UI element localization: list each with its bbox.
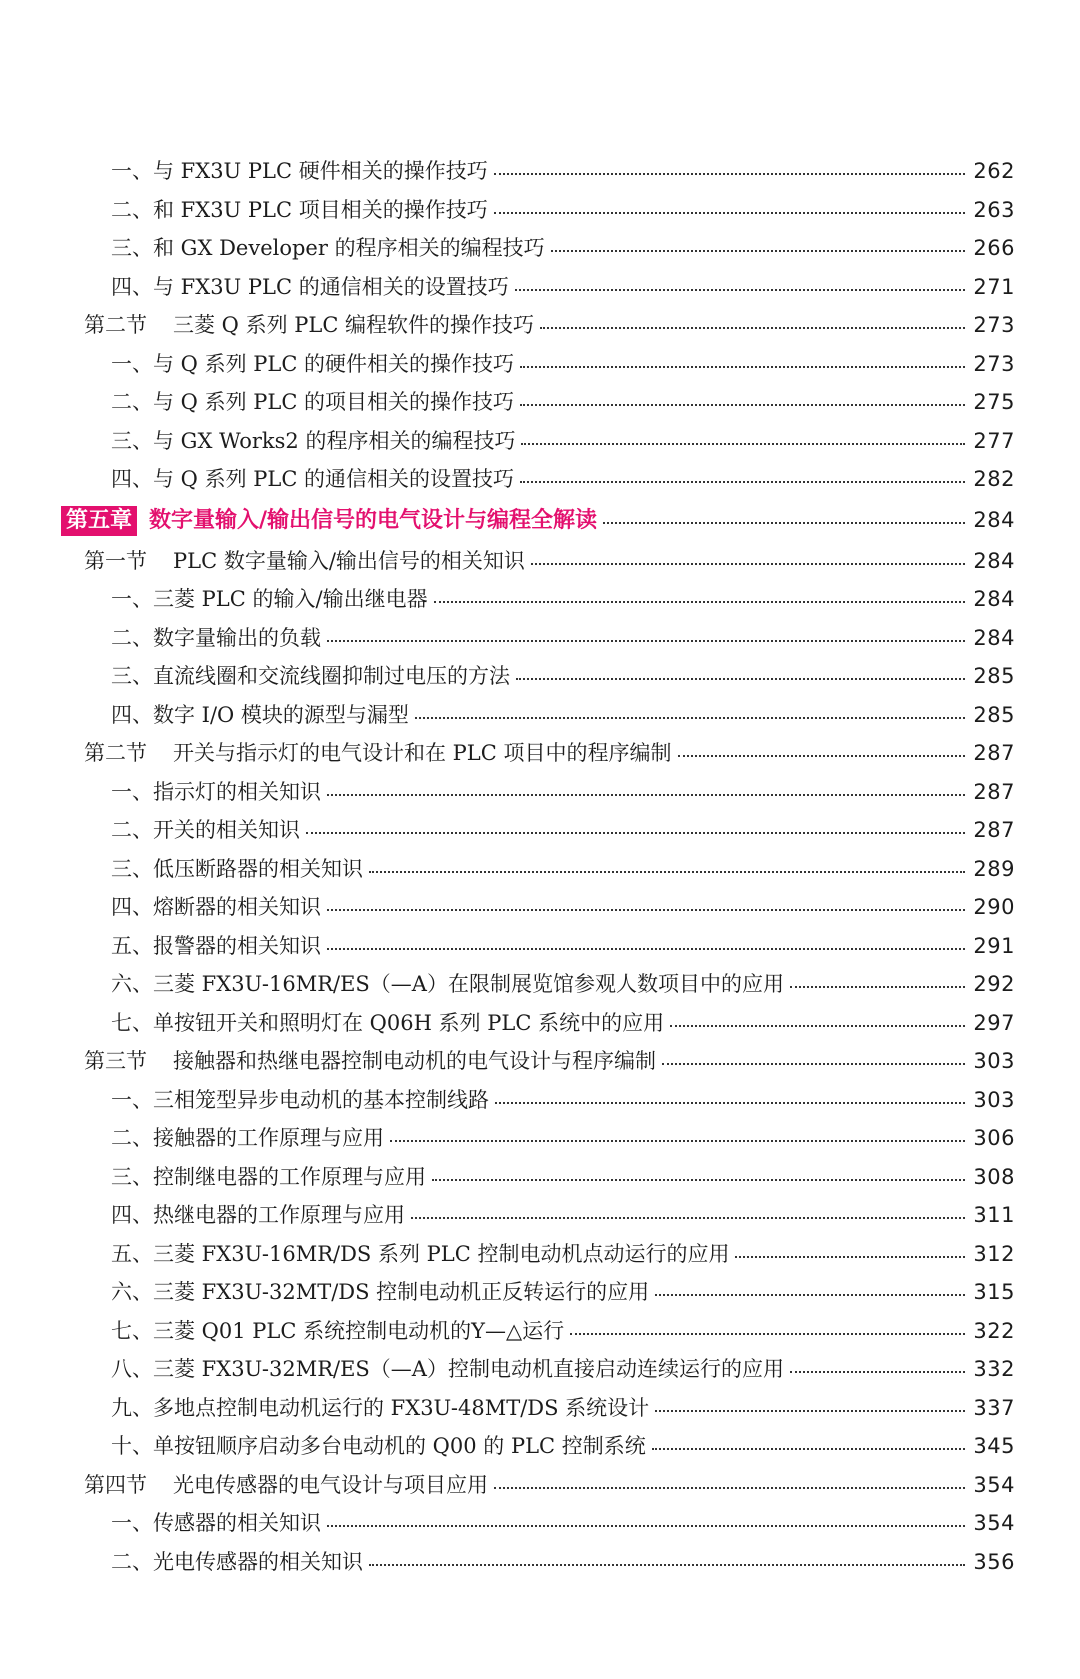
subsection-number: 二、	[111, 390, 153, 414]
toc-entry-row	[84, 1466, 1080, 1505]
toc-chapter-entry[interactable]	[0, 499, 1080, 542]
toc-entry-row	[111, 1119, 1080, 1158]
entry-title: 数字量输出的负载	[153, 625, 321, 650]
dot-leader	[531, 563, 965, 565]
page-number: 308	[973, 1164, 1015, 1189]
toc-entry-content	[111, 268, 1015, 307]
entry-title: 接触器的工作原理与应用	[153, 1126, 384, 1150]
page-number: 284	[973, 548, 1015, 573]
page-number: 287	[973, 741, 1015, 765]
entry-title: 多地点控制电动机运行的 FX3U-48MT/DS 系统设计	[153, 1395, 650, 1420]
dot-leader	[520, 481, 965, 483]
subsection-number: 一、	[111, 779, 153, 804]
entry-title: 单按钮开关和照明灯在 Q06H 系列 PLC 系统中的应用	[153, 1010, 665, 1035]
dot-leader	[735, 1256, 965, 1258]
dot-leader	[678, 755, 966, 757]
toc-entry-row	[111, 580, 1080, 619]
toc-entry-row	[84, 734, 1080, 773]
toc-subsection-entry[interactable]	[0, 1504, 1080, 1543]
toc-entry-content	[111, 152, 1015, 191]
dot-leader	[521, 443, 965, 445]
toc-entry-content	[111, 1504, 1015, 1543]
section-number: 第三节	[84, 1049, 147, 1073]
toc-entry-content	[111, 1158, 1015, 1197]
subsection-number: 二、	[111, 197, 153, 222]
subsection-number: 十、	[111, 1434, 153, 1458]
subsection-number: 四、	[111, 274, 153, 299]
subsection-number: 三、	[111, 664, 153, 688]
subsection-number: 四、	[111, 1203, 153, 1227]
entry-title: 三菱 FX3U-16MR/DS 系列 PLC 控制电动机点动运行的应用	[153, 1241, 730, 1266]
page-number: 289	[973, 856, 1015, 881]
dot-leader	[415, 717, 965, 719]
page-number: 354	[973, 1511, 1015, 1535]
toc-entry-content	[111, 888, 1015, 927]
page-number: 285	[973, 702, 1015, 727]
subsection-number: 六、	[111, 972, 153, 996]
toc-subsection-entry[interactable]	[0, 927, 1080, 966]
toc-entry-content	[111, 1081, 1015, 1120]
toc-entry-row	[111, 152, 1080, 191]
toc-subsection-entry[interactable]	[0, 152, 1080, 191]
toc-entry-row	[84, 1042, 1080, 1081]
toc-entry-content	[111, 1119, 1015, 1158]
toc-section-entry[interactable]	[0, 306, 1080, 345]
entry-title: 单按钮顺序启动多台电动机的 Q00 的 PLC 控制系统	[153, 1434, 646, 1458]
toc-entry-content	[111, 1004, 1015, 1043]
toc-entry-content	[111, 850, 1015, 889]
page-number: 262	[973, 159, 1015, 183]
entry-title: 开关与指示灯的电气设计和在 PLC 项目中的程序编制	[173, 741, 672, 765]
toc-entry-content	[111, 580, 1015, 619]
entry-title: PLC 数字量输入/输出信号的相关知识	[173, 548, 525, 573]
page-number: 311	[973, 1203, 1015, 1227]
entry-title: 三菱 FX3U-32MR/ES（—A）控制电动机直接启动连续运行的应用	[153, 1357, 784, 1381]
toc-entry-content	[111, 460, 1015, 499]
toc-subsection-entry[interactable]	[0, 850, 1080, 889]
dot-leader	[434, 601, 965, 603]
toc-subsection-entry[interactable]	[0, 696, 1080, 735]
dot-leader	[520, 404, 965, 406]
page-number: 354	[973, 1472, 1015, 1497]
subsection-number: 三、	[111, 428, 153, 453]
page-number: 271	[973, 274, 1015, 299]
page-number: 290	[973, 895, 1015, 919]
dot-leader	[515, 289, 965, 291]
page-number: 284	[973, 587, 1015, 611]
subsection-number: 一、	[111, 159, 153, 183]
toc-subsection-entry[interactable]	[0, 268, 1080, 307]
dot-leader	[551, 250, 965, 252]
page-number: 303	[973, 1087, 1015, 1112]
entry-title: 与 GX Works2 的程序相关的编程技巧	[153, 428, 516, 453]
toc-subsection-entry[interactable]	[0, 1389, 1080, 1428]
subsection-number: 一、	[111, 587, 153, 611]
toc-subsection-entry[interactable]	[0, 1312, 1080, 1351]
toc-subsection-entry[interactable]	[0, 383, 1080, 422]
toc-section-entry[interactable]	[0, 1466, 1080, 1505]
subsection-number: 五、	[111, 1241, 153, 1266]
toc-entry-content	[111, 191, 1015, 230]
entry-title: 三菱 Q 系列 PLC 编程软件的操作技巧	[173, 313, 535, 337]
dot-leader	[603, 522, 965, 524]
page-number: 273	[973, 313, 1015, 337]
toc-entry-row	[111, 1196, 1080, 1235]
entry-title: 和 FX3U PLC 项目相关的操作技巧	[153, 197, 488, 222]
toc-entry-content	[111, 773, 1015, 812]
page-number: 282	[973, 467, 1015, 491]
toc-subsection-entry[interactable]	[0, 1235, 1080, 1274]
entry-title: 直流线圈和交流线圈抑制过电压的方法	[153, 664, 510, 688]
subsection-number: 二、	[111, 818, 153, 842]
dot-leader	[494, 212, 965, 214]
toc-entry-row	[111, 268, 1080, 307]
toc-entry-row	[111, 460, 1080, 499]
toc-subsection-entry[interactable]	[0, 888, 1080, 927]
page-number: 356	[973, 1549, 1015, 1574]
toc-subsection-entry[interactable]	[0, 1427, 1080, 1466]
page-number: 345	[973, 1434, 1015, 1458]
subsection-number: 八、	[111, 1357, 153, 1381]
toc-entry-row	[111, 1312, 1080, 1351]
page-number: 291	[973, 933, 1015, 958]
entry-title: 控制继电器的工作原理与应用	[153, 1164, 426, 1189]
subsection-number: 四、	[111, 702, 153, 727]
entry-title: 接触器和热继电器控制电动机的电气设计与程序编制	[173, 1049, 656, 1073]
entry-title: 报警器的相关知识	[153, 933, 321, 958]
page-number: 266	[973, 236, 1015, 260]
subsection-number: 七、	[111, 1318, 153, 1343]
toc-subsection-entry[interactable]	[0, 811, 1080, 850]
toc-entry-row	[111, 422, 1080, 461]
dot-leader	[790, 1371, 965, 1373]
toc-subsection-entry[interactable]	[0, 965, 1080, 1004]
page-number: 306	[973, 1126, 1015, 1150]
toc-entry-row	[111, 850, 1080, 889]
toc-entry-row	[111, 383, 1080, 422]
subsection-number: 五、	[111, 933, 153, 958]
entry-title: 和 GX Developer 的程序相关的编程技巧	[153, 236, 545, 260]
toc-section-entry[interactable]	[0, 734, 1080, 773]
entry-title: 三菱 FX3U-32MT/DS 控制电动机正反转运行的应用	[153, 1280, 650, 1304]
dot-leader	[516, 678, 965, 680]
page-number: 322	[973, 1318, 1015, 1343]
toc-subsection-entry[interactable]	[0, 460, 1080, 499]
subsection-number: 四、	[111, 895, 153, 919]
toc-entry-content	[111, 657, 1015, 696]
toc-entry-content	[111, 927, 1015, 966]
toc-entry-row	[84, 306, 1080, 345]
dot-leader	[369, 1564, 965, 1566]
subsection-number: 六、	[111, 1280, 153, 1304]
toc-subsection-entry[interactable]	[0, 580, 1080, 619]
dot-leader	[390, 1140, 965, 1142]
page-number: 297	[973, 1010, 1015, 1035]
dot-leader	[495, 1102, 965, 1104]
toc-entry-content	[111, 383, 1015, 422]
toc-entry-row	[111, 619, 1080, 658]
toc-entry-row	[111, 1427, 1080, 1466]
subsection-number: 三、	[111, 236, 153, 260]
dot-leader	[327, 1525, 965, 1527]
toc-entry-content	[111, 1389, 1015, 1428]
page-number: 285	[973, 664, 1015, 688]
dot-leader	[306, 832, 965, 834]
entry-title: 开关的相关知识	[153, 818, 300, 842]
entry-title: 熔断器的相关知识	[153, 895, 321, 919]
dot-leader	[670, 1025, 965, 1027]
toc-entry-content	[84, 306, 1015, 345]
dot-leader	[494, 173, 965, 175]
toc-subsection-entry[interactable]	[0, 1273, 1080, 1312]
toc-entry-row	[111, 191, 1080, 230]
subsection-number: 二、	[111, 1126, 153, 1150]
dot-leader	[411, 1217, 965, 1219]
page-number: 284	[973, 625, 1015, 650]
toc-entry-row	[84, 542, 1080, 581]
page-number: 263	[973, 197, 1015, 222]
toc-subsection-entry[interactable]	[0, 422, 1080, 461]
section-number: 第二节	[84, 741, 147, 765]
toc-subsection-entry[interactable]	[0, 1196, 1080, 1235]
toc-subsection-entry[interactable]	[0, 619, 1080, 658]
toc-subsection-entry[interactable]	[0, 229, 1080, 268]
page-number: 312	[973, 1241, 1015, 1266]
page-number: 303	[973, 1049, 1015, 1073]
toc-entry-row	[111, 1235, 1080, 1274]
toc-entry-content	[84, 734, 1015, 773]
page-number: 287	[973, 818, 1015, 842]
entry-title: 与 Q 系列 PLC 的硬件相关的操作技巧	[153, 351, 515, 376]
subsection-number: 三、	[111, 856, 153, 881]
page-number: 292	[973, 972, 1015, 996]
toc-subsection-entry[interactable]	[0, 773, 1080, 812]
toc-subsection-entry[interactable]	[0, 1119, 1080, 1158]
page-number: 332	[973, 1357, 1015, 1381]
dot-leader	[327, 948, 965, 950]
section-number: 第二节	[84, 313, 147, 337]
entry-title: 三菱 FX3U-16MR/ES（—A）在限制展览馆参观人数项目中的应用	[153, 972, 784, 996]
toc-entry-row	[111, 1543, 1080, 1582]
toc-entry-row	[111, 888, 1080, 927]
toc-entry-content	[111, 1235, 1015, 1274]
page-number: 275	[973, 390, 1015, 414]
subsection-number: 一、	[111, 1087, 153, 1112]
toc-entry-content	[111, 1312, 1015, 1351]
section-number: 第四节	[84, 1472, 147, 1497]
dot-leader	[494, 1487, 965, 1489]
entry-title: 传感器的相关知识	[153, 1511, 321, 1535]
subsection-number: 二、	[111, 1549, 153, 1574]
toc-entry-row	[111, 1158, 1080, 1197]
subsection-number: 三、	[111, 1164, 153, 1189]
subsection-number: 二、	[111, 625, 153, 650]
toc-subsection-entry[interactable]	[0, 1004, 1080, 1043]
entry-title: 与 FX3U PLC 硬件相关的操作技巧	[153, 159, 488, 183]
toc-entry-row	[111, 696, 1080, 735]
toc-entry-row	[111, 773, 1080, 812]
toc-section-entry[interactable]	[0, 542, 1080, 581]
toc-entry-content	[111, 1543, 1015, 1582]
toc-entry-row	[111, 1081, 1080, 1120]
dot-leader	[327, 794, 965, 796]
entry-title: 三菱 PLC 的输入/输出继电器	[153, 587, 428, 611]
subsection-number: 一、	[111, 351, 153, 376]
toc-subsection-entry[interactable]	[0, 1350, 1080, 1389]
toc-entry-content	[111, 345, 1015, 384]
toc-subsection-entry[interactable]	[0, 191, 1080, 230]
page-number: 315	[973, 1280, 1015, 1304]
page-number: 287	[973, 779, 1015, 804]
toc-entry-row	[111, 229, 1080, 268]
toc-entry-row	[111, 1350, 1080, 1389]
section-number: 第一节	[84, 548, 147, 573]
chapter-title: 数字量输入/输出信号的电气设计与编程全解读	[149, 507, 598, 533]
dot-leader	[790, 986, 965, 988]
entry-title: 与 FX3U PLC 的通信相关的设置技巧	[153, 274, 509, 299]
toc-entry-content	[111, 229, 1015, 268]
dot-leader	[327, 909, 965, 911]
toc-entry-content	[111, 1196, 1015, 1235]
toc-entry-row	[111, 1273, 1080, 1312]
toc-entry-row	[111, 657, 1080, 696]
dot-leader	[369, 871, 965, 873]
toc-entry-row	[111, 345, 1080, 384]
dot-leader	[652, 1448, 965, 1450]
toc-section-entry[interactable]	[0, 1042, 1080, 1081]
entry-title: 低压断路器的相关知识	[153, 856, 363, 881]
toc-entry-content	[84, 542, 1015, 581]
toc-subsection-entry[interactable]	[0, 1081, 1080, 1120]
entry-title: 与 Q 系列 PLC 的通信相关的设置技巧	[153, 467, 515, 491]
toc-subsection-entry[interactable]	[0, 657, 1080, 696]
toc-entry-row	[61, 499, 1080, 542]
entry-title: 热继电器的工作原理与应用	[153, 1203, 405, 1227]
entry-title: 光电传感器的电气设计与项目应用	[173, 1472, 488, 1497]
entry-title: 三相笼型异步电动机的基本控制线路	[153, 1087, 489, 1112]
page-number: 337	[973, 1395, 1015, 1420]
entry-title: 指示灯的相关知识	[153, 779, 321, 804]
dot-leader	[432, 1179, 965, 1181]
toc-entry-row	[111, 1504, 1080, 1543]
entry-title: 三菱 Q01 PLC 系统控制电动机的Y—△运行	[153, 1318, 565, 1343]
toc-entry-content	[111, 811, 1015, 850]
dot-leader	[570, 1333, 965, 1335]
toc-entry-content	[111, 619, 1015, 658]
toc-entry-row	[111, 1389, 1080, 1428]
toc-entry-row	[111, 811, 1080, 850]
toc-entry-content	[61, 499, 1015, 542]
toc-subsection-entry[interactable]	[0, 345, 1080, 384]
page-number: 273	[973, 351, 1015, 376]
page-number: 277	[973, 428, 1015, 453]
toc-entry-content	[111, 1350, 1015, 1389]
toc-entry-content	[111, 965, 1015, 1004]
toc-entry-content	[84, 1042, 1015, 1081]
toc-entry-content	[111, 422, 1015, 461]
dot-leader	[327, 640, 965, 642]
subsection-number: 九、	[111, 1395, 153, 1420]
subsection-number: 四、	[111, 467, 153, 491]
toc-entry-row	[111, 927, 1080, 966]
table-of-contents	[0, 152, 1080, 1581]
entry-title: 光电传感器的相关知识	[153, 1549, 363, 1574]
entry-title: 与 Q 系列 PLC 的项目相关的操作技巧	[153, 390, 515, 414]
dot-leader	[662, 1063, 965, 1065]
page-number: 284	[973, 507, 1015, 532]
dot-leader	[655, 1410, 965, 1412]
dot-leader	[520, 366, 965, 368]
toc-entry-content	[84, 1466, 1015, 1505]
chapter-number-badge: 第五章	[61, 506, 137, 536]
toc-entry-content	[111, 1273, 1015, 1312]
toc-entry-content	[111, 1427, 1015, 1466]
dot-leader	[540, 327, 965, 329]
toc-entry-content	[111, 696, 1015, 735]
toc-subsection-entry[interactable]	[0, 1543, 1080, 1582]
toc-entry-row	[111, 965, 1080, 1004]
toc-subsection-entry[interactable]	[0, 1158, 1080, 1197]
subsection-number: 七、	[111, 1010, 153, 1035]
dot-leader	[655, 1294, 965, 1296]
subsection-number: 一、	[111, 1511, 153, 1535]
toc-entry-row	[111, 1004, 1080, 1043]
entry-title: 数字 I/O 模块的源型与漏型	[153, 702, 409, 727]
